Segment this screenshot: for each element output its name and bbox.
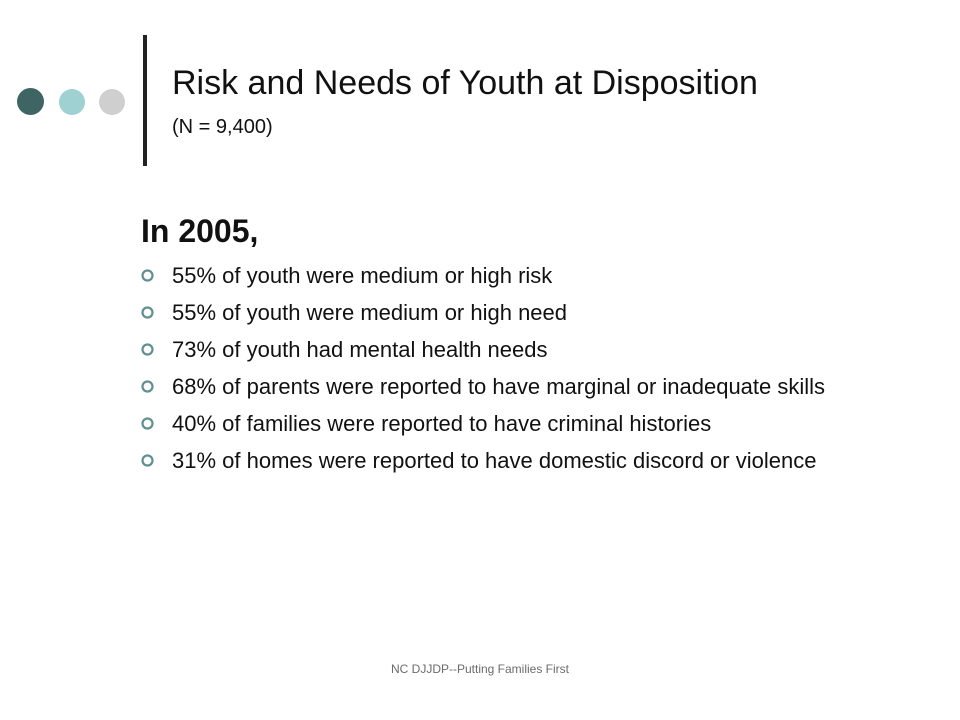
circle-bullet-icon	[141, 380, 154, 393]
circle-bullet-icon	[141, 306, 154, 319]
bullet-text: 73% of youth had mental health needs	[172, 337, 548, 362]
circle-bullet-icon	[141, 343, 154, 356]
bullet-text: 68% of parents were reported to have marginal or inadequate skills	[172, 374, 826, 399]
bullet-item	[141, 447, 921, 474]
bullet-item	[141, 262, 921, 289]
dot-icon	[99, 89, 125, 115]
bullet-list	[141, 262, 921, 484]
bullet-item	[141, 299, 921, 326]
bullet-item	[141, 373, 921, 400]
decorative-dots	[17, 88, 127, 116]
slide-subtitle: (N = 9,400)	[172, 116, 273, 138]
dot-icon	[17, 88, 44, 115]
bullet-text: 40% of families were reported to have criminal histories	[172, 411, 712, 436]
bullet-text: 55% of youth were medium or high need	[172, 300, 568, 325]
bullet-text: 55% of youth were medium or high risk	[172, 263, 553, 288]
circle-bullet-icon	[141, 417, 154, 430]
bullet-item	[141, 336, 921, 363]
bullet-text: 31% of homes were reported to have domestic discord or violence	[172, 448, 817, 473]
circle-bullet-icon	[141, 454, 154, 467]
bullet-item	[141, 410, 921, 437]
slide-footer: NC DJJDP--Putting Families First	[390, 662, 570, 676]
section-heading: In 2005,	[141, 213, 259, 249]
dot-icon	[59, 89, 85, 115]
title-divider	[143, 35, 147, 166]
circle-bullet-icon	[141, 269, 154, 282]
slide-title: Risk and Needs of Youth at Disposition	[172, 64, 758, 102]
